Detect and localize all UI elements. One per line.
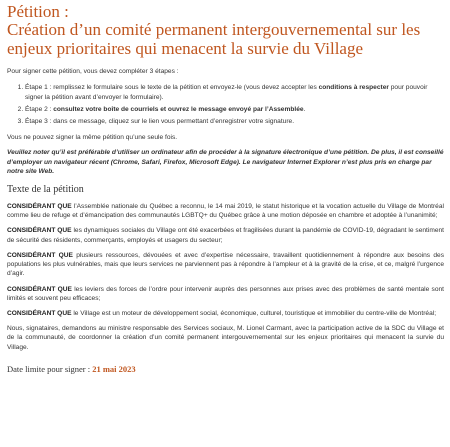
conditions-link[interactable]: conditions à respecter bbox=[318, 84, 389, 92]
step-item-1: 1. Étape 1 : remplissez le formulaire sous le texte de la pétition et envoyez-le (vous devez accepter les conditions à respecter pour pouvoir signer la pétition avant d’envoyer le formulaire). bbox=[25, 83, 444, 101]
deadline-date: 21 mai 2023 bbox=[92, 363, 136, 374]
section-heading: Texte de la pétition bbox=[7, 184, 84, 196]
title-line-3: enjeux prioritaires qui menacent la survie du Village bbox=[7, 38, 364, 58]
considerant-2: CONSIDÉRANT QUE les dynamiques sociales du Village ont été exacerbées et fragilisées durant la pandémie de COVID-19, dégradant le sentiment de sécurité des résidents, commerçants, employés et usagers du secteur; bbox=[7, 227, 444, 244]
step-item-3: 3. Étape 3 : dans ce message, cliquez sur le lien vous permettant d’enregistrer votre signature. bbox=[25, 117, 444, 126]
title-line-2: Création d’un comité permanent intergouvernemental sur les bbox=[7, 20, 421, 40]
signing-deadline: Date limite pour signer : 21 mai 2023 bbox=[7, 363, 136, 374]
title-line-1: Pétition : bbox=[7, 2, 69, 21]
browser-warning: Veuillez noter qu’il est préférable d’utiliser un ordinateur afin de procéder à la signature électronique d’une pétition. De plus, il est conseillé d’employer un navigateur récent (Chrome, Safari, Firefox, Microsoft Edge). Le navigateur Internet Explorer n’est plus pris en charge par notre site Web. bbox=[7, 149, 444, 175]
considerant-5: CONSIDÉRANT QUE le Village est un moteur de développement social, économique, culturel, touristique et immobilier du centre-ville de Montréal; bbox=[7, 310, 437, 318]
considerant-4: CONSIDÉRANT QUE les leviers des forces de l’ordre pour intervenir auprès des personnes aux prises avec des problèmes de santé mentale sont limités et souvent peu efficaces; bbox=[7, 285, 444, 302]
intro-text: Pour signer cette pétition, vous devez compléter 3 étapes : bbox=[7, 68, 179, 76]
considerant-1: CONSIDÉRANT QUE l’Assemblée nationale du Québec a reconnu, le 14 mai 2019, le statut historique et la vocation actuelle du Village de Montréal comme lieu de refuge et d’émancipation des communautés LGBTQ+ du Québec grâce à une motion déposée en chambre et adoptée à l’unanimité; bbox=[7, 203, 444, 220]
considerant-3: CONSIDÉRANT QUE plusieurs ressources, dévouées et avec d’expertise nécessaire, travaillent quotidiennement à répondre aux besoins des populations les plus vulnérables, mais que leurs services ne parviennent pas à répondre à l’ampleur et à la gravité de la crise, et ce, malgré l’urgence d’agir. bbox=[7, 251, 444, 278]
step-item-2: 2. Étape 2 : consultez votre boîte de courriels et ouvrez le message envoyé par l’Assemblée. bbox=[25, 105, 444, 114]
page-title bbox=[7, 3, 444, 58]
single-signature-note: Vous ne pouvez signer la même pétition qu’une seule fois. bbox=[7, 134, 178, 142]
petition-conclusion: Nous, signataires, demandons au ministre responsable des Services sociaux, M. Lionel Carmant, avec la participation active de la SDC du Village et de la communauté, de coordonner la création d’un comité permanent intergouvernemental sur les enjeux prioritaires qui menacent la survie du Village. bbox=[7, 325, 444, 351]
steps-list bbox=[7, 83, 444, 126]
